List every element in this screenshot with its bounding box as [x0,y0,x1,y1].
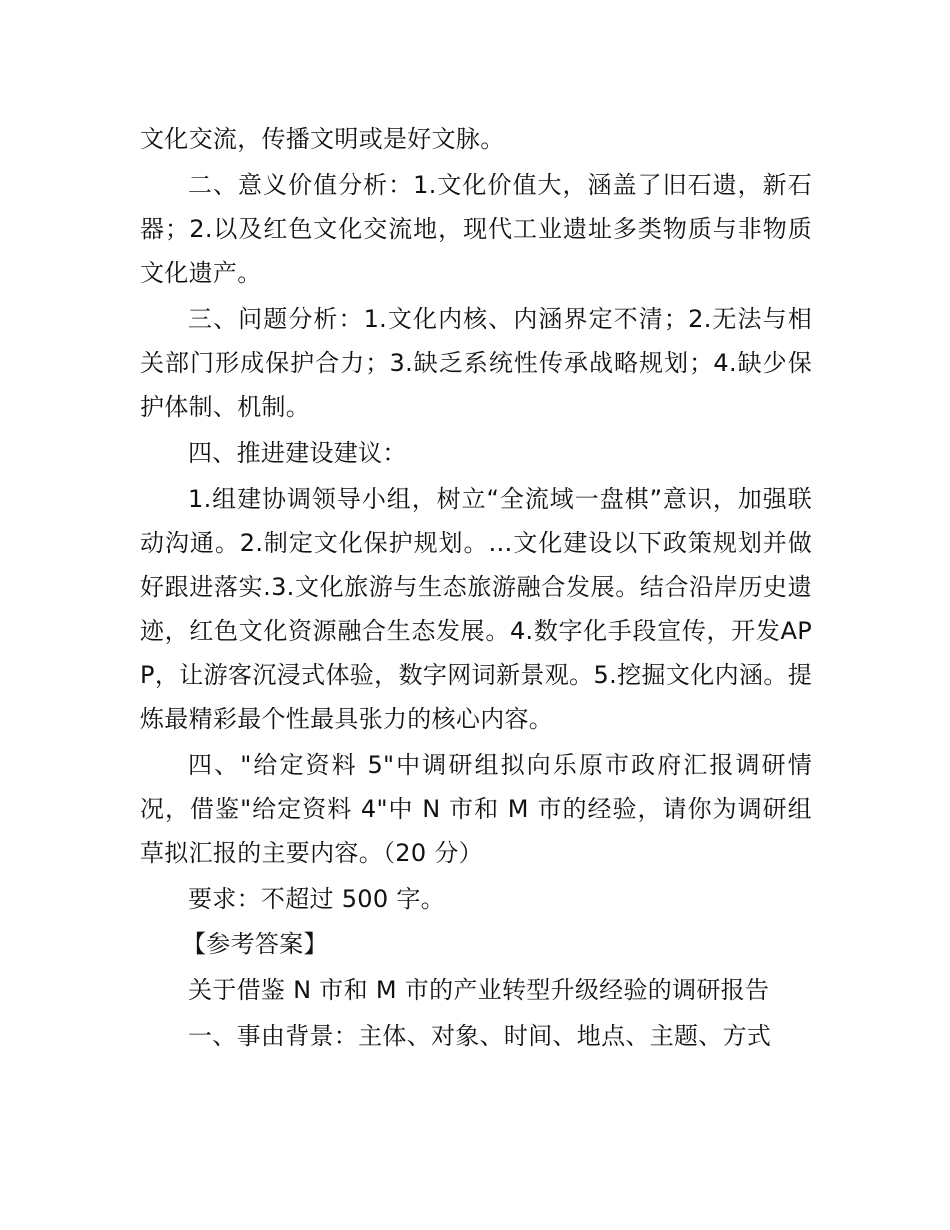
heading-reference-answer: 【参考答案】 [182,930,328,958]
heading-suggestions: 四、推进建设建议： [188,439,407,467]
document-body [140,117,812,1058]
paragraph-continuation: 文化交流，传播文明或是好文脉。 [140,125,505,153]
paragraph-problem-analysis: 三、问题分析：1.文化内核、内涵界定不清；2.无法与相关部门形成保护合力；3.缺乏系统性传承战略规划；4.缺少保护体制、机制。 [140,305,812,421]
paragraph-suggestions: 1.组建协调领导小组，树立“全流域一盘棋”意识，加强联动沟通。2.制定文化保护规划。…文化建设以下政策规划并做好跟进落实.3.文化旅游与生态旅游融合发展。结合沿岸历史遗迹，红色文化资源融合生态发展。4.数字化手段宣传，开发APP，让游客沉浸式体验，数字网词新景观。5.挖掘文化内涵。提炼最精彩最个性最具张力的核心内容。 [140,485,812,733]
paragraph-value-analysis: 二、意义价值分析：1.文化价值大，涵盖了旧石遗，新石器；2.以及红色文化交流地，现代工业遗址多类物质与非物质文化遗产。 [140,171,812,287]
paragraph-requirement: 要求：不超过 500 字。 [188,885,445,913]
report-title: 关于借鉴 N 市和 M 市的产业转型升级经验的调研报告 [188,976,770,1004]
paragraph-question-four: 四、"给定资料 5"中调研组拟向乐原市政府汇报调研情况，借鉴"给定资料 4"中 N 市和 M 市的经验，请你为调研组草拟汇报的主要内容。（20 分） [140,751,812,867]
paragraph-background: 一、事由背景：主体、对象、时间、地点、主题、方式 [188,1022,772,1050]
